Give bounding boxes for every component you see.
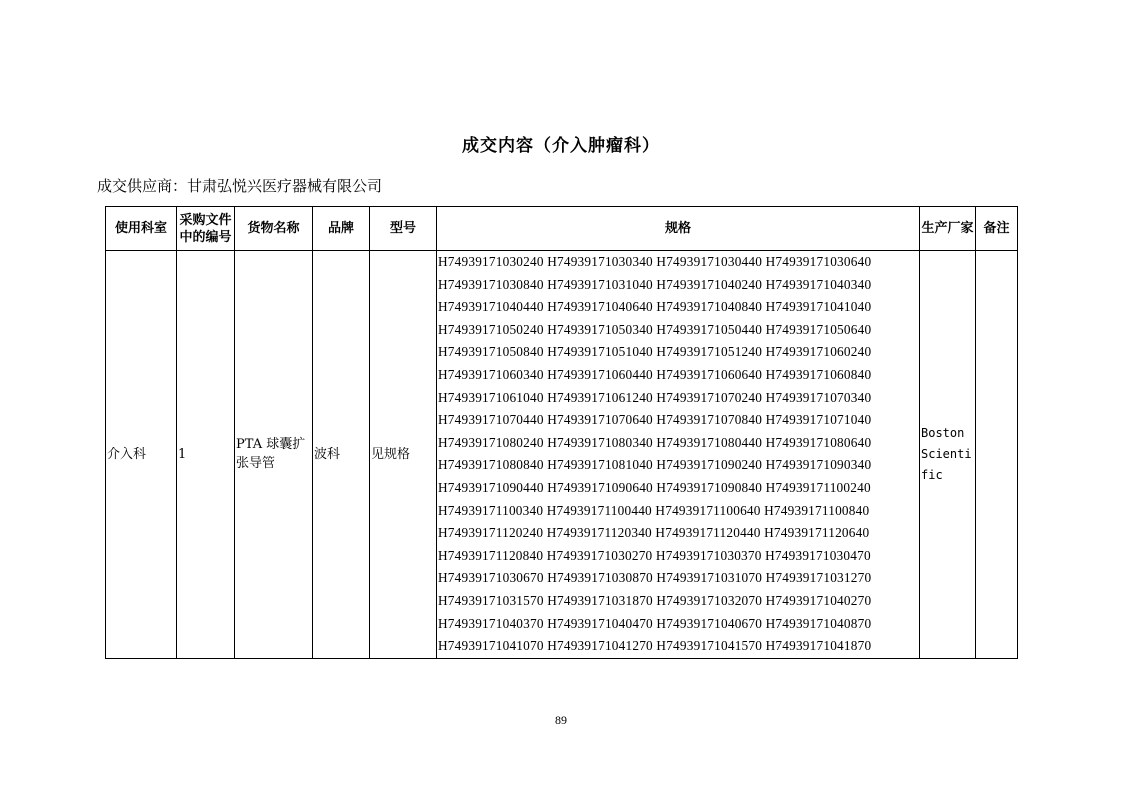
spec-line: H74939171061040 H74939171061240 H74939171070240 H74939171070340 [438,389,872,405]
header-spec: 规格 [437,207,920,251]
doc-no-value: 1 [178,446,187,462]
spec-line: H74939171040370 H74939171040470 H74939171040670 H74939171040870 [438,615,872,631]
cell-manufacturer [920,251,976,659]
spec-line: H74939171070440 H74939171070640 H74939171070840 H74939171071040 [438,412,872,428]
spec-list [437,251,919,658]
page-number: 89 [555,713,567,727]
spec-line: H74939171050240 H74939171050340 H74939171050440 H74939171050640 [438,321,872,337]
spec-line: H74939171090440 H74939171090640 H74939171090840 H74939171100240 [438,479,871,495]
header-goods: 货物名称 [235,207,313,251]
spec-line: H74939171120840 H74939171030270 H74939171030370 H74939171030470 [438,547,871,563]
spec-line: H74939171031570 H74939171031870 H74939171032070 H74939171040270 [438,592,872,608]
brand-value: 波科 [314,446,341,462]
award-table [105,206,1018,659]
spec-line: H74939171030840 H74939171031040 H74939171040240 H74939171040340 [438,276,872,292]
table-header-row [106,207,1018,251]
cell-spec [437,251,920,659]
header-doc-no: 采购文件中的编号 [177,207,235,251]
spec-line: H74939171080240 H74939171080340 H74939171080440 H74939171080640 [438,434,872,450]
spec-line: H74939171030670 H74939171030870 H74939171031070 H74939171031270 [438,570,872,586]
spec-line: H74939171040440 H74939171040640 H74939171040840 H74939171041040 [438,299,872,315]
spec-line: H74939171060340 H74939171060440 H74939171060640 H74939171060840 [438,366,872,382]
spec-line: H74939171100340 H74939171100440 H74939171100640 H74939171100840 [438,502,870,518]
header-model: 型号 [370,207,437,251]
cell-brand [313,251,370,659]
dept-value: 介入科 [107,446,147,462]
spec-line: H74939171030240 H74939171030340 H74939171030440 H74939171030640 [438,254,872,269]
goods-value: PTA 球囊扩张导管 [236,437,306,472]
manufacturer-value: Boston Scientific [921,425,972,482]
header-brand: 品牌 [313,207,370,251]
cell-dept [106,251,177,659]
model-value: 见规格 [371,446,411,462]
header-manufacturer: 生产厂家 [920,207,976,251]
cell-model [370,251,437,659]
cell-doc-no [177,251,235,659]
spec-line: H74939171041070 H74939171041270 H74939171041570 H74939171041870 [438,638,872,654]
spec-line: H74939171120240 H74939171120340 H74939171120440 H74939171120640 [438,525,870,541]
cell-goods [235,251,313,659]
table-row [106,251,1018,659]
page-title: 成交内容（介入肿瘤科） [462,136,660,156]
spec-line: H74939171080840 H74939171081040 H74939171090240 H74939171090340 [438,457,872,473]
header-remark: 备注 [976,207,1018,251]
supplier-line: 成交供应商：甘肃弘悦兴医疗器械有限公司 [97,177,383,195]
header-dept: 使用科室 [106,207,177,251]
cell-remark [976,251,1018,659]
spec-line: H74939171050840 H74939171051040 H74939171051240 H74939171060240 [438,344,872,360]
